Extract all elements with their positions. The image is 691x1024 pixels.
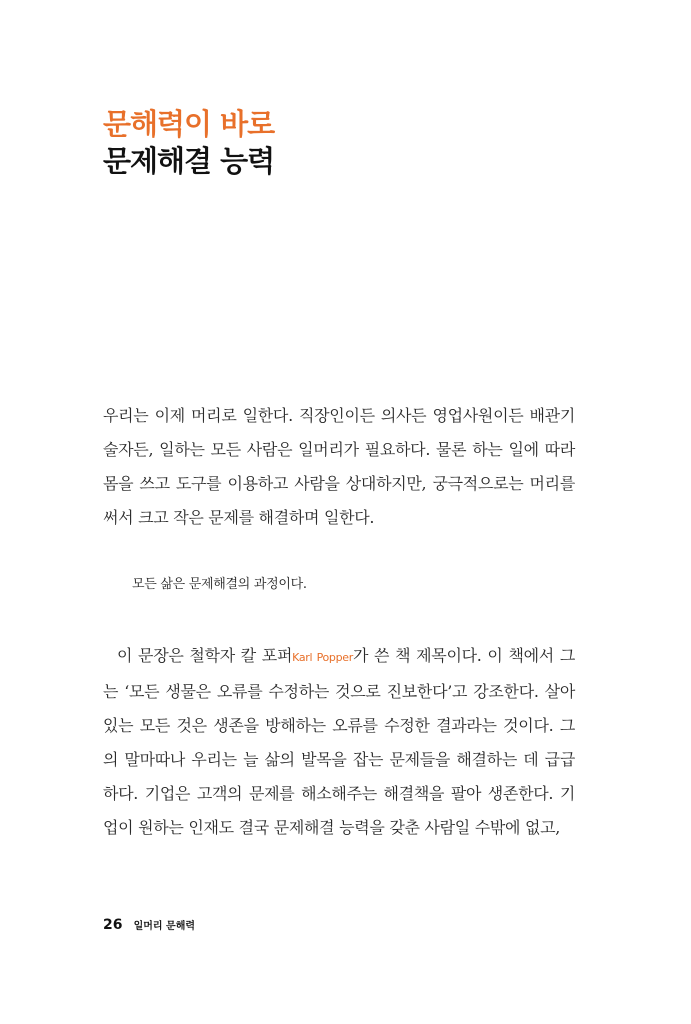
- chapter-title-line1: 문해력이 바로: [103, 107, 275, 141]
- quote-line: 모든 삶은 문제해결의 과정이다.: [132, 577, 307, 592]
- chapter-title-line2: 문제해결 능력: [103, 144, 275, 178]
- author-name-english: Karl Popper: [292, 651, 353, 664]
- chapter-title: [103, 106, 274, 180]
- body-paragraph-2: [103, 639, 575, 845]
- body-paragraph-1: 우리는 이제 머리로 일한다. 직장인이든 의사든 영업사원이든 배관기술자든, 일하는 모든 사람은 일머리가 필요하다. 물론 하는 일에 따라 몸을 쓰고 도구를 이용하고 사람을 상대하지만, 궁극적으로는 머리를 써서 크고 작은 문제를 해결하며 일한다.: [103, 406, 575, 527]
- paragraph2-text-before: 이 문장은 철학자 칼 포퍼: [117, 646, 293, 665]
- running-book-title: 일머리 문해력: [133, 921, 196, 932]
- page-footer: [103, 914, 195, 933]
- page-number: 26: [103, 917, 123, 933]
- paragraph2-text-after: 가 쓴 책 제목이다. 이 책에서 그는 ‘모든 생물은 오류를 수정하는 것으로 진보한다’고 강조한다. 살아있는 모든 것은 생존을 방해하는 오류를 수정한 결과라는 것이다. 그의 말마따나 우리는 늘 삶의 발목을 잡는 문제들을 해결하는 데 급급하다. 기업은 고객의 문제를 해소해주는 해결책을 팔아 생존한다. 기업이 원하는 인재도 결국 문제해결 능력을 갖춘 사람일 수밖에 없고,: [103, 646, 575, 837]
